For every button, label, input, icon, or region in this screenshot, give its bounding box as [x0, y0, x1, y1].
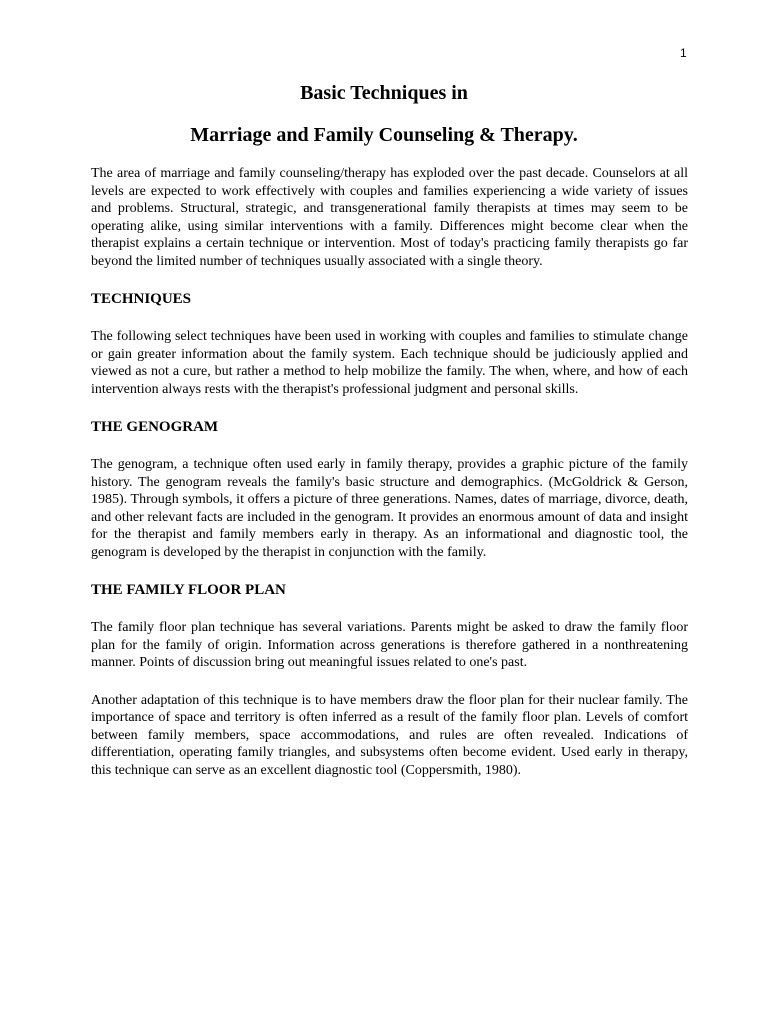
genogram-paragraph: The genogram, a technique often used early in family therapy, provides a graphic picture of the family history. The genogram reveals the family's basic structure and demographics. (McGoldrick & Gerson, 1985). Through symbols, it offers a picture of three generations. Names, dates of marriage, divorce, death, and other relevant facts are included in the genogram. It provides an enormous amount of data and insight for the therapist and family members early in therapy. As an informational and diagnostic tool, the genogram is developed by the therapist in conjunction with the family.: [91, 457, 688, 560]
section-heading-genogram: THE GENOGRAM: [91, 419, 219, 435]
techniques-paragraph: The following select techniques have been used in working with couples and families to stimulate change or gain greater information about the family system. Each technique should be judiciously applied and viewed as not a cure, but rather a method to help mobilize the family. The when, where, and how of each intervention always rests with the therapist's professional judgment and personal skills.: [91, 329, 688, 397]
document-title-line-1: Basic Techniques in: [300, 82, 468, 104]
document-body: [91, 165, 688, 779]
intro-paragraph: The area of marriage and family counseling/therapy has exploded over the past decade. Counselors at all levels are expected to work effectively with couples and families experiencing a wide variety of issues and problems. Structural, strategic, and transgenerational family therapists at times may seem to be operating alike, using similar interventions with a family. Differences might become clear when the therapist explains a certain technique or intervention. Most of today's practicing family therapists go far beyond the limited number of techniques usually associated with a single theory.: [91, 166, 688, 269]
document-title-line-2: Marriage and Family Counseling & Therapy.: [190, 124, 578, 146]
page-number: 1: [680, 46, 687, 60]
section-heading-family-floor-plan: THE FAMILY FLOOR PLAN: [91, 582, 286, 598]
family-floor-plan-paragraph-1: The family floor plan technique has several variations. Parents might be asked to draw the family floor plan for the family of origin. Information across generations is therefore gathered in a nonthreatening manner. Points of discussion bring out meaningful issues related to one's past.: [91, 620, 688, 670]
section-heading-techniques: TECHNIQUES: [91, 291, 192, 307]
family-floor-plan-paragraph-2: Another adaptation of this technique is to have members draw the floor plan for their nuclear family. The importance of space and territory is often inferred as a result of the family floor plan. Levels of comfort between family members, space accommodations, and rules are often revealed. Indications of differentiation, operating family triangles, and subsystems often become evident. Used early in therapy, this technique can serve as an excellent diagnostic tool (Coppersmith, 1980).: [91, 692, 688, 778]
